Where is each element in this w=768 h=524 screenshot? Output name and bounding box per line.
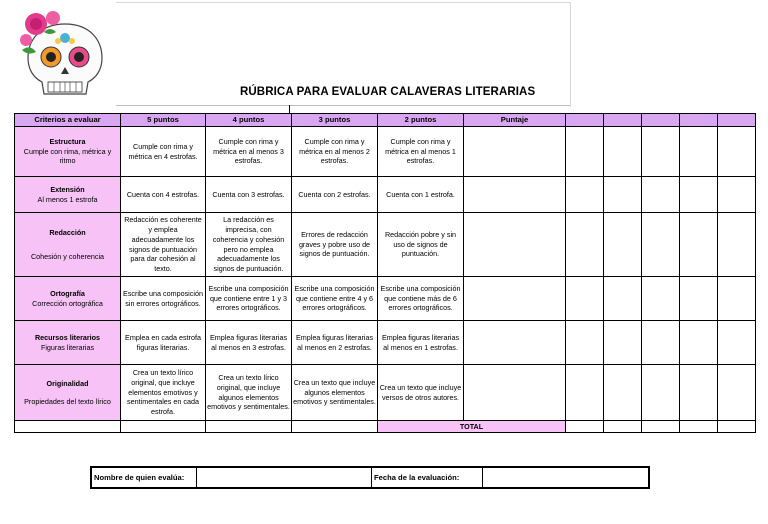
header-row — [15, 114, 756, 127]
evaluator-name-field[interactable] — [197, 468, 372, 487]
table-row — [15, 213, 756, 277]
table-row — [15, 277, 756, 321]
header-4-points: 4 puntos — [206, 114, 292, 127]
table-row — [15, 321, 756, 365]
extra-cell — [604, 365, 642, 421]
level-3-cell: Cuenta con 2 estrofas. — [292, 177, 378, 213]
extra-cell — [566, 277, 604, 321]
level-2-cell: Escribe una composición que contiene más de 6 errores ortográficos. — [378, 277, 464, 321]
level-4-cell: Crea un texto lírico original, que incluye algunos elementos emotivos y sentimentales. — [206, 365, 292, 421]
score-cell[interactable] — [464, 365, 566, 421]
extra-cell — [718, 213, 756, 277]
extra-cell — [718, 177, 756, 213]
header-extra-4 — [680, 114, 718, 127]
criteria-name: Recursos literarios — [34, 332, 101, 342]
level-5-cell: Cuenta con 4 estrofas. — [121, 177, 206, 213]
extra-cell — [718, 321, 756, 365]
table-row — [15, 177, 756, 213]
score-cell[interactable] — [464, 177, 566, 213]
column-marker — [289, 105, 290, 113]
extra-cell — [642, 421, 680, 433]
criteria-description: Propiedades del texto lírico — [24, 396, 111, 406]
level-5-cell: Cumple con rima y métrica en 4 estrofas. — [121, 127, 206, 177]
level-2-cell: Redacción pobre y sin uso de signos de puntuación. — [378, 213, 464, 277]
extra-cell — [642, 277, 680, 321]
criteria-name: Originalidad — [46, 378, 89, 388]
extra-cell — [604, 127, 642, 177]
total-row — [15, 421, 756, 433]
extra-cell — [566, 365, 604, 421]
score-cell[interactable] — [464, 277, 566, 321]
level-3-cell: Escribe una composición que contiene entre 4 y 6 errores ortográficos. — [292, 277, 378, 321]
extra-cell — [718, 277, 756, 321]
extra-cell — [680, 277, 718, 321]
score-cell[interactable] — [464, 213, 566, 277]
header-extra-1 — [566, 114, 604, 127]
extra-cell — [566, 177, 604, 213]
level-5-cell: Emplea en cada estrofa figuras literarias. — [121, 321, 206, 365]
extra-cell — [566, 213, 604, 277]
extra-cell — [642, 177, 680, 213]
extra-cell — [642, 127, 680, 177]
extra-cell — [718, 421, 756, 433]
extra-cell — [680, 127, 718, 177]
criteria-name: Estructura — [49, 136, 86, 146]
level-4-cell: Cuenta con 3 estrofas. — [206, 177, 292, 213]
extra-cell — [718, 365, 756, 421]
sugar-skull-icon — [20, 10, 110, 102]
level-4-cell: Emplea figuras literarias al menos en 3 estrofas. — [206, 321, 292, 365]
extra-cell — [680, 213, 718, 277]
extra-cell — [680, 177, 718, 213]
criteria-name: Extensión — [50, 184, 85, 194]
criteria-cell — [15, 177, 121, 213]
criteria-description: Figuras literarias — [40, 342, 95, 352]
level-3-cell: Crea un texto que incluye algunos elementos emotivos y sentimentales. — [292, 365, 378, 421]
level-2-cell: Emplea figuras literarias al menos en 1 estrofas. — [378, 321, 464, 365]
level-5-cell: Redacción es coherente y emplea adecuadamente los signos de puntuación para dar cohesión al texto. — [121, 213, 206, 277]
criteria-description: Cohesión y coherencia — [30, 251, 105, 261]
criteria-description: Cumple con rima, métrica y ritmo — [23, 146, 112, 166]
level-2-cell: Cuenta con 1 estrofa. — [378, 177, 464, 213]
criteria-name: Redacción — [49, 227, 86, 237]
header-2-points: 2 puntos — [378, 114, 464, 127]
extra-cell — [604, 321, 642, 365]
level-4-cell: La redacción es imprecisa, con coherencia y cohesión pero no emplea adecuadamente los signos de puntuación. — [206, 213, 292, 277]
header-5-points: 5 puntos — [121, 114, 206, 127]
table-row — [15, 127, 756, 177]
header-3-points: 3 puntos — [292, 114, 378, 127]
score-cell[interactable] — [464, 127, 566, 177]
date-field[interactable] — [483, 468, 648, 487]
evaluator-label: Nombre de quien evalúa: — [92, 468, 197, 487]
extra-cell — [642, 321, 680, 365]
score-cell[interactable] — [464, 321, 566, 365]
title-divider — [116, 105, 570, 106]
header-extra-3 — [642, 114, 680, 127]
criteria-cell — [15, 127, 121, 177]
criteria-cell — [15, 213, 121, 277]
level-2-cell: Cumple con rima y métrica en al menos 1 estrofas. — [378, 127, 464, 177]
extra-cell — [604, 213, 642, 277]
level-2-cell: Crea un texto que incluye versos de otros autores. — [378, 365, 464, 421]
extra-cell — [680, 421, 718, 433]
date-label: Fecha de la evaluación: — [372, 468, 483, 487]
page-title: RÚBRICA PARA EVALUAR CALAVERAS LITERARIAS — [240, 86, 536, 98]
level-3-cell: Emplea figuras literarias al menos en 2 estrofas. — [292, 321, 378, 365]
criteria-name: Ortografía — [50, 288, 85, 298]
extra-cell — [604, 277, 642, 321]
extra-cell — [680, 321, 718, 365]
evaluation-footer — [90, 466, 650, 489]
table-row — [15, 365, 756, 421]
extra-cell — [566, 127, 604, 177]
extra-cell — [680, 365, 718, 421]
criteria-description: Al menos 1 estrofa — [37, 194, 98, 204]
level-3-cell: Cumple con rima y métrica en al menos 2 estrofas. — [292, 127, 378, 177]
header-extra-5 — [718, 114, 756, 127]
criteria-cell — [15, 365, 121, 421]
extra-cell — [718, 127, 756, 177]
extra-cell — [642, 213, 680, 277]
header-score: Puntaje — [464, 114, 566, 127]
criteria-cell — [15, 321, 121, 365]
total-label: TOTAL — [378, 421, 566, 433]
level-5-cell: Escribe una composición sin errores ortográficos. — [121, 277, 206, 321]
extra-cell — [604, 421, 642, 433]
level-4-cell: Escribe una composición que contiene entre 1 y 3 errores ortográficos. — [206, 277, 292, 321]
extra-cell — [566, 321, 604, 365]
header-extra-2 — [604, 114, 642, 127]
level-5-cell: Crea un texto lírico original, que incluye elementos emotivos y sentimentales en cada estrofa. — [121, 365, 206, 421]
criteria-description: Corrección ortográfica — [32, 298, 103, 308]
level-3-cell: Errores de redacción graves y pobre uso de signos de puntuación. — [292, 213, 378, 277]
level-4-cell: Cumple con rima y métrica en al menos 3 estrofas. — [206, 127, 292, 177]
header-criteria: Criterios a evaluar — [15, 114, 121, 127]
extra-cell — [604, 177, 642, 213]
rubric-table — [14, 113, 756, 433]
extra-cell — [642, 365, 680, 421]
criteria-cell — [15, 277, 121, 321]
extra-cell — [566, 421, 604, 433]
